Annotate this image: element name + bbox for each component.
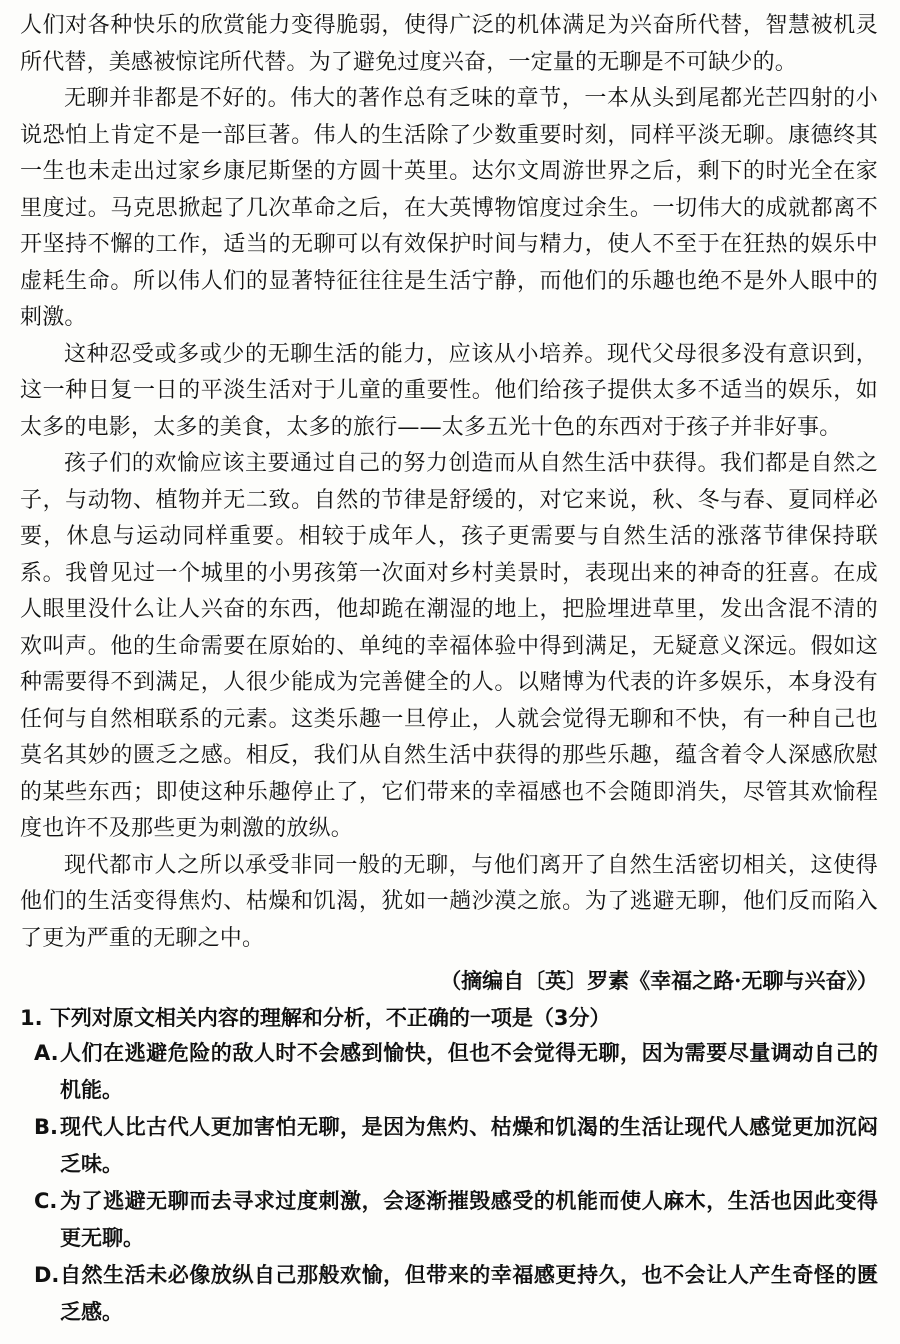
passage-paragraph-5: 现代都市人之所以承受非同一般的无聊，与他们离开了自然生活密切相关，这使得他们的生活变得焦灼、枯燥和饥渴，犹如一趟沙漠之旅。为了逃避无聊，他们反而陷入了更为严重的无聊之中。 [20,852,878,951]
option-b-letter: B. [34,1115,58,1139]
option-c-text: 为了逃避无聊而去寻求过度刺激，会逐渐摧毁感受的机能而使人麻木，生活也因此变得更无聊。 [60,1189,878,1250]
passage-paragraph-2: 无聊并非都是不好的。伟大的著作总有乏味的章节，一本从头到尾都光芒四射的小说恐怕上肯定不是一部巨著。伟人的生活除了少数重要时刻，同样平淡无聊。康德终其一生也未走出过家乡康尼斯堡的方圆十英里。达尔文周游世界之后，剩下的时光全在家里度过。马克思掀起了几次革命之后，在大英博物馆度过余生。一切伟大的成就都离不开坚持不懈的工作，适当的无聊可以有效保护时间与精力，使人不至于在狂热的娱乐中虚耗生命。所以伟人们的显著特征往往是生活宁静，而他们的乐趣也绝不是外人眼中的刺激。 [20,86,878,330]
option-c[interactable] [20,1183,878,1257]
option-d-letter: D. [34,1263,60,1287]
option-d[interactable] [20,1257,878,1331]
passage-paragraph-4: 孩子们的欢愉应该主要通过自己的努力创造而从自然生活中获得。我们都是自然之子，与动物、植物并无二致。自然的节律是舒缓的，对它来说，秋、冬与春、夏同样必要，休息与运动同样重要。相较于成年人，孩子更需要与自然生活的涨落节律保持联系。我曾见过一个城里的小男孩第一次面对乡村美景时，表现出来的神奇的狂喜。在成人眼里没什么让人兴奋的东西，他却跪在潮湿的地上，把脸埋进草里，发出含混不清的欢叫声。他的生命需要在原始的、单纯的幸福体验中得到满足，无疑意义深远。假如这种需要得不到满足，人很少能成为完善健全的人。以赌博为代表的许多娱乐，本身没有任何与自然相联系的元素。这类乐趣一旦停止，人就会觉得无聊和不快，有一种自己也莫名其妙的匮乏之感。相反，我们从自然生活中获得的那些乐趣，蕴含着令人深感欣慰的某些东西；即使这种乐趣停止了，它们带来的幸福感也不会随即消失，尽管其欢愉程度也许不及那些更为刺激的放纵。 [20,451,878,841]
reading-passage [20,8,878,999]
passage-paragraph-1: 人们对各种快乐的欣赏能力变得脆弱，使得广泛的机体满足为兴奋所代替，智慧被机灵所代替，美感被惊诧所代替。为了避免过度兴奋，一定量的无聊是不可缺少的。 [20,13,878,75]
option-b[interactable] [20,1109,878,1183]
option-d-text: 自然生活未必像放纵自己那般欢愉，但带来的幸福感更持久，也不会让人产生奇怪的匮乏感。 [60,1263,878,1324]
option-a[interactable] [20,1035,878,1109]
question-stem: 1. 下列对原文相关内容的理解和分析，不正确的一项是（3分） [20,1006,611,1030]
passage-paragraph-3: 这种忍受或多或少的无聊生活的能力，应该从小培养。现代父母很多没有意识到，这一种日复一日的平淡生活对于儿童的重要性。他们给孩子提供太多不适当的娱乐，如太多的电影，太多的美食，太多的旅行——太多五光十色的东西对于孩子并非好事。 [20,341,878,440]
answer-options [20,1035,878,1331]
option-a-text: 人们在逃避危险的敌人时不会感到愉快，但也不会觉得无聊，因为需要尽量调动自己的机能。 [60,1041,878,1102]
option-c-letter: C. [34,1189,58,1213]
option-b-text: 现代人比古代人更加害怕无聊，是因为焦灼、枯燥和饥渴的生活让现代人感觉更加沉闷乏味。 [60,1115,878,1176]
option-a-letter: A. [34,1041,59,1065]
passage-source: （摘编自〔英〕罗素《幸福之路·无聊与兴奋》） [440,968,878,993]
question-block [20,1001,878,1331]
